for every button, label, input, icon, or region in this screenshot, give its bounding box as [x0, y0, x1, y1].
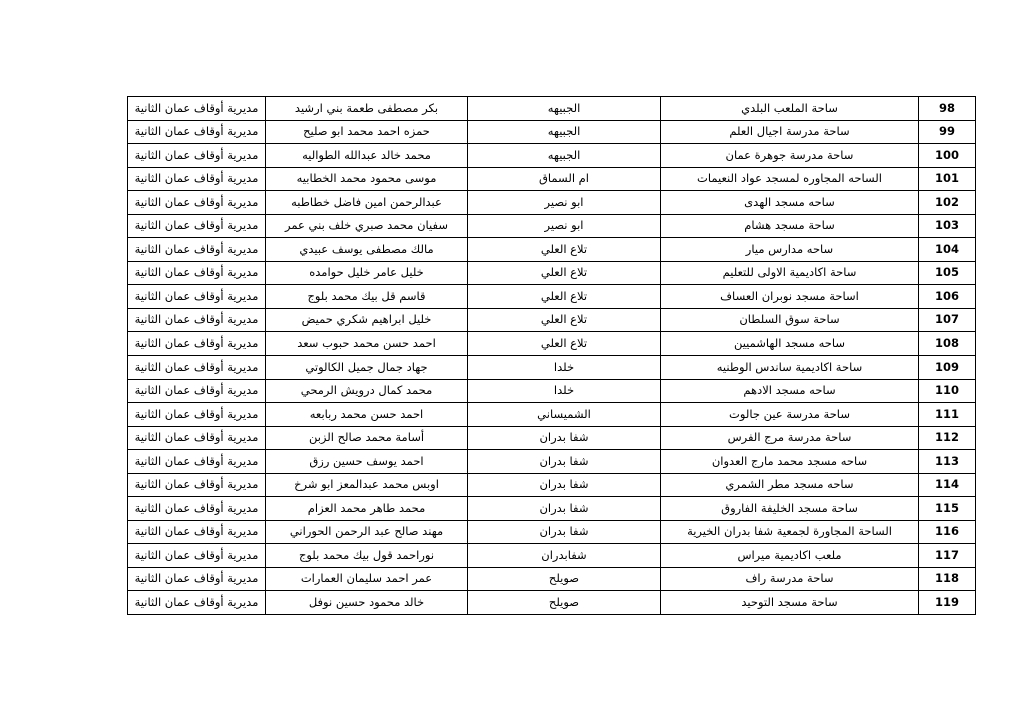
area-cell: ام السماق [468, 167, 661, 191]
person-name-cell: احمد يوسف حسين رزق [266, 450, 468, 474]
row-number-cell: 116 [919, 520, 976, 544]
area-cell: صويلح [468, 591, 661, 615]
person-name-cell: حمزه احمد محمد ابو صليح [266, 120, 468, 144]
directorate-cell: مديرية أوقاف عمان الثانية [128, 285, 266, 309]
directorate-cell: مديرية أوقاف عمان الثانية [128, 497, 266, 521]
area-cell: تلاع العلي [468, 308, 661, 332]
site-cell: الساحه المجاوره لمسجد عواد النعيمات [661, 167, 919, 191]
table-row [128, 214, 976, 238]
row-number-cell: 107 [919, 308, 976, 332]
table-row [128, 332, 976, 356]
table-row [128, 308, 976, 332]
person-name-cell: محمد طاهر محمد العزام [266, 497, 468, 521]
document-page [127, 96, 975, 615]
site-cell: ساحه مسجد الهاشميين [661, 332, 919, 356]
row-number-cell: 105 [919, 261, 976, 285]
table-row [128, 238, 976, 262]
directorate-cell: مديرية أوقاف عمان الثانية [128, 520, 266, 544]
directorate-cell: مديرية أوقاف عمان الثانية [128, 144, 266, 168]
row-number-cell: 118 [919, 567, 976, 591]
row-number-cell: 100 [919, 144, 976, 168]
person-name-cell: مالك مصطفى يوسف عبيدي [266, 238, 468, 262]
table-row [128, 97, 976, 121]
site-cell: ملعب اكاديمية ميراس [661, 544, 919, 568]
row-number-cell: 104 [919, 238, 976, 262]
area-cell: ابو نصير [468, 191, 661, 215]
area-cell: شفابدران [468, 544, 661, 568]
table-body [128, 97, 976, 615]
table-row [128, 591, 976, 615]
person-name-cell: محمد خالد عبدالله الطواليه [266, 144, 468, 168]
person-name-cell: اوبس محمد عبدالمعز ابو شرخ [266, 473, 468, 497]
person-name-cell: نوراحمد قول بيك محمد بلوج [266, 544, 468, 568]
site-cell: ساحة مدرسة اجيال العلم [661, 120, 919, 144]
row-number-cell: 112 [919, 426, 976, 450]
site-cell: الساحة المجاورة لجمعية شفا بدران الخيرية [661, 520, 919, 544]
row-number-cell: 111 [919, 403, 976, 427]
person-name-cell: قاسم قل بيك محمد بلوج [266, 285, 468, 309]
area-cell: تلاع العلي [468, 261, 661, 285]
site-cell: ساحة مدرسة جوهرة عمان [661, 144, 919, 168]
site-cell: ساحة مدرسة مرج الفرس [661, 426, 919, 450]
person-name-cell: احمد حسن محمد حبوب سعد [266, 332, 468, 356]
table-row [128, 167, 976, 191]
table-row [128, 261, 976, 285]
row-number-cell: 108 [919, 332, 976, 356]
assignments-table [127, 96, 976, 615]
row-number-cell: 102 [919, 191, 976, 215]
site-cell: ساحة مدرسة راف [661, 567, 919, 591]
site-cell: ساحة مسجد التوحيد [661, 591, 919, 615]
table-row [128, 379, 976, 403]
table-row [128, 426, 976, 450]
table-row [128, 450, 976, 474]
person-name-cell: محمد كمال درويش الرمحي [266, 379, 468, 403]
row-number-cell: 98 [919, 97, 976, 121]
area-cell: الجبيهه [468, 120, 661, 144]
site-cell: ساحة مسجد الخليفة الفاروق [661, 497, 919, 521]
directorate-cell: مديرية أوقاف عمان الثانية [128, 167, 266, 191]
table-row [128, 473, 976, 497]
table-row [128, 544, 976, 568]
row-number-cell: 106 [919, 285, 976, 309]
directorate-cell: مديرية أوقاف عمان الثانية [128, 426, 266, 450]
directorate-cell: مديرية أوقاف عمان الثانية [128, 379, 266, 403]
person-name-cell: خليل عامر خليل حوامده [266, 261, 468, 285]
person-name-cell: خليل ابراهيم شكري حميض [266, 308, 468, 332]
directorate-cell: مديرية أوقاف عمان الثانية [128, 567, 266, 591]
table-row [128, 144, 976, 168]
person-name-cell: أسامة محمد صالح الزبن [266, 426, 468, 450]
site-cell: ساحه مسجد محمد مارج العدوان [661, 450, 919, 474]
directorate-cell: مديرية أوقاف عمان الثانية [128, 97, 266, 121]
row-number-cell: 119 [919, 591, 976, 615]
table-row [128, 567, 976, 591]
area-cell: تلاع العلي [468, 285, 661, 309]
row-number-cell: 109 [919, 356, 976, 380]
directorate-cell: مديرية أوقاف عمان الثانية [128, 238, 266, 262]
table-row [128, 403, 976, 427]
directorate-cell: مديرية أوقاف عمان الثانية [128, 356, 266, 380]
area-cell: شفا بدران [468, 426, 661, 450]
directorate-cell: مديرية أوقاف عمان الثانية [128, 591, 266, 615]
person-name-cell: موسى محمود محمد الخطابيه [266, 167, 468, 191]
directorate-cell: مديرية أوقاف عمان الثانية [128, 544, 266, 568]
area-cell: ابو نصير [468, 214, 661, 238]
person-name-cell: مهند صالح عبد الرحمن الحوراني [266, 520, 468, 544]
person-name-cell: سفيان محمد صبري خلف بني عمر [266, 214, 468, 238]
site-cell: ساحه مسجد الهدى [661, 191, 919, 215]
directorate-cell: مديرية أوقاف عمان الثانية [128, 191, 266, 215]
site-cell: ساحة سوق السلطان [661, 308, 919, 332]
table-row [128, 120, 976, 144]
row-number-cell: 113 [919, 450, 976, 474]
directorate-cell: مديرية أوقاف عمان الثانية [128, 261, 266, 285]
directorate-cell: مديرية أوقاف عمان الثانية [128, 308, 266, 332]
area-cell: الشميساني [468, 403, 661, 427]
area-cell: تلاع العلي [468, 332, 661, 356]
person-name-cell: خالد محمود حسين نوفل [266, 591, 468, 615]
directorate-cell: مديرية أوقاف عمان الثانية [128, 214, 266, 238]
site-cell: ساحة مسجد هشام [661, 214, 919, 238]
area-cell: شفا بدران [468, 497, 661, 521]
area-cell: شفا بدران [468, 520, 661, 544]
table-row [128, 356, 976, 380]
table-row [128, 285, 976, 309]
row-number-cell: 101 [919, 167, 976, 191]
site-cell: ساحة مدرسة عين جالوت [661, 403, 919, 427]
site-cell: ساحه مسجد مطر الشمري [661, 473, 919, 497]
site-cell: ساحة الملعب البلدي [661, 97, 919, 121]
row-number-cell: 103 [919, 214, 976, 238]
person-name-cell: عبدالرحمن امين فاضل خطاطبه [266, 191, 468, 215]
person-name-cell: جهاد جمال جميل الكالوتي [266, 356, 468, 380]
person-name-cell: احمد حسن محمد ربابعه [266, 403, 468, 427]
area-cell: خلدا [468, 356, 661, 380]
directorate-cell: مديرية أوقاف عمان الثانية [128, 403, 266, 427]
area-cell: تلاع العلي [468, 238, 661, 262]
area-cell: شفا بدران [468, 473, 661, 497]
site-cell: اساحة مسجد نوبران العساف [661, 285, 919, 309]
area-cell: خلدا [468, 379, 661, 403]
area-cell: الجبيهه [468, 144, 661, 168]
area-cell: صويلح [468, 567, 661, 591]
directorate-cell: مديرية أوقاف عمان الثانية [128, 450, 266, 474]
person-name-cell: بكر مصطفى طعمة بني ارشيد [266, 97, 468, 121]
directorate-cell: مديرية أوقاف عمان الثانية [128, 120, 266, 144]
site-cell: ساحه مسجد الادهم [661, 379, 919, 403]
directorate-cell: مديرية أوقاف عمان الثانية [128, 473, 266, 497]
site-cell: ساحه مدارس ميار [661, 238, 919, 262]
row-number-cell: 99 [919, 120, 976, 144]
directorate-cell: مديرية أوقاف عمان الثانية [128, 332, 266, 356]
area-cell: شفا بدران [468, 450, 661, 474]
table-row [128, 520, 976, 544]
row-number-cell: 114 [919, 473, 976, 497]
site-cell: ساحة اكاديمية الاولى للتعليم [661, 261, 919, 285]
site-cell: ساحة اكاديمية ساندس الوطنيه [661, 356, 919, 380]
table-row [128, 497, 976, 521]
row-number-cell: 110 [919, 379, 976, 403]
row-number-cell: 115 [919, 497, 976, 521]
table-row [128, 191, 976, 215]
area-cell: الجبيهه [468, 97, 661, 121]
person-name-cell: عمر احمد سليمان العمارات [266, 567, 468, 591]
row-number-cell: 117 [919, 544, 976, 568]
